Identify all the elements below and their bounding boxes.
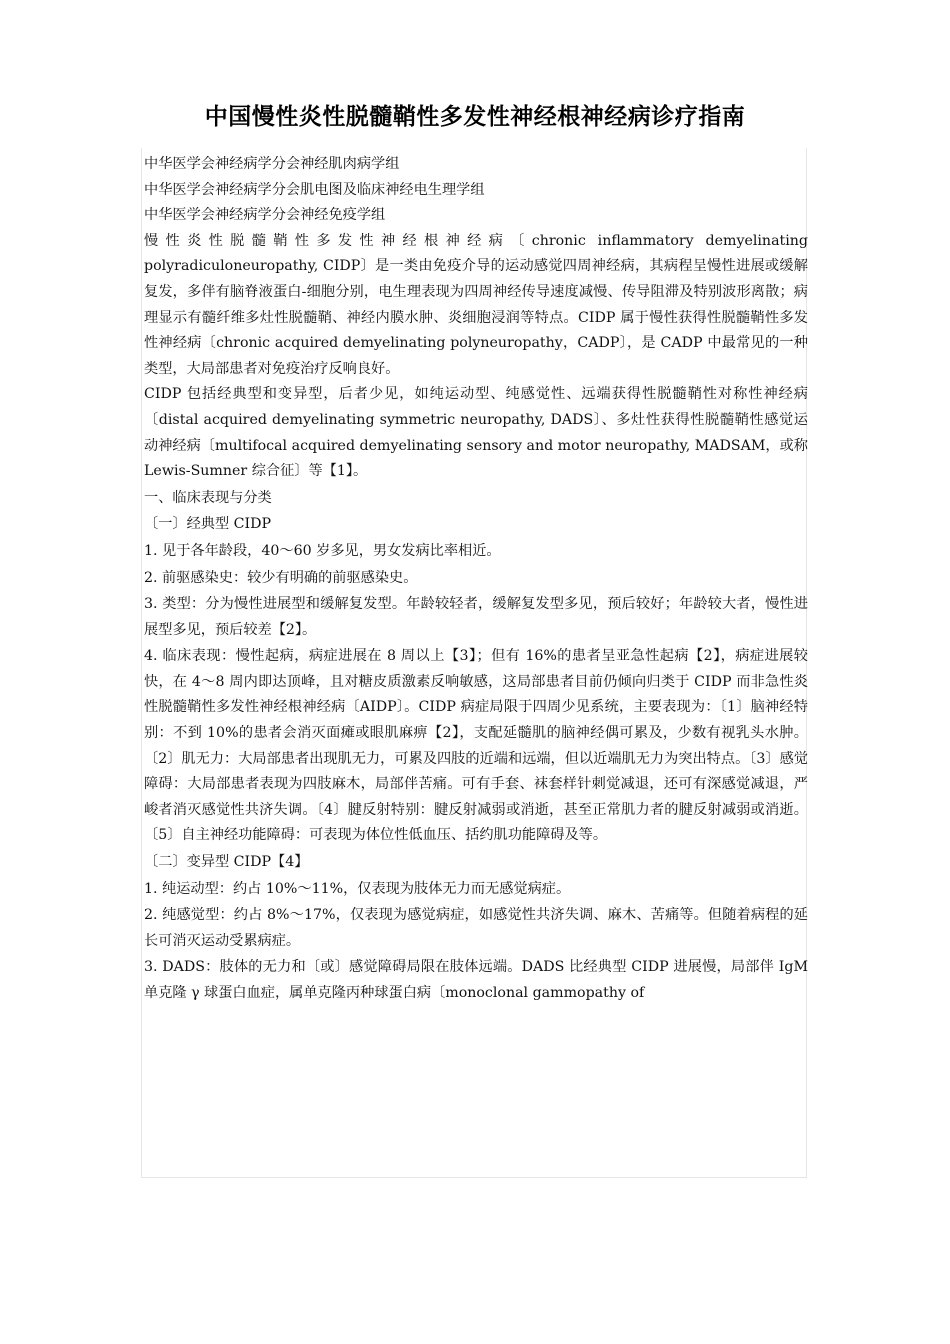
section-heading: 一、临床表现与分类 bbox=[144, 489, 272, 506]
list-item: 2. 纯感觉型：约占 8%～17%，仅表现为感觉病症，如感觉性共济失调、麻木、苦痛等。但随着病程的延长可消灭运动受累病症。 bbox=[144, 907, 808, 949]
list-item: 1. 纯运动型：约占 10%～11%，仅表现为肢体无力而无感觉病症。 bbox=[144, 880, 571, 897]
document-body bbox=[144, 152, 808, 1007]
list-item: 3. 类型：分为慢性进展型和缓解复发型。年龄较轻者，缓解复发型多见，预后较好；年龄较大者，慢性进展型多见，预后较差【2】。 bbox=[144, 596, 808, 638]
author-line: 中华医学会神经病学分会神经肌肉病学组 bbox=[144, 156, 400, 172]
author-line: 中华医学会神经病学分会神经免疫学组 bbox=[144, 207, 386, 224]
list-item: 3. DADS：肢体的无力和〔或〕感觉障碍局限在肢体远端。DADS 比经典型 CIDP 进展慢，局部伴 IgM 单克隆 γ 球蛋白血症，属单克隆丙种球蛋白病〔monoclonal gammopathy of bbox=[144, 959, 808, 1001]
intro-paragraph: 慢性炎性脱髓鞘性多发性神经根神经病〔chronic inflammatory demyelinating polyradiculoneuropathy, CIDP〕是一类由免疫介导的运动感觉四周神经病，其病程呈慢性进展或缓解复发，多伴有脑脊液蛋白-细胞分别，电生理表现为四周神经传导速度减慢、传导阻滞及特别波形离散；病理显示有髓纤维多灶性脱髓鞘、神经内膜水肿、炎细胞浸润等特点。CIDP 属于慢性获得性脱髓鞘性多发性神经病〔chronic acquired demyelinating polyneuropathy，CADP〕，是 CADP 中最常见的一种类型，大局部患者对免疫治疗反响良好。 bbox=[144, 232, 808, 377]
list-item: 1. 见于各年龄段，40～60 岁多见，男女发病比率相近。 bbox=[144, 542, 501, 559]
author-line: 中华医学会神经病学分会肌电图及临床神经电生理学组 bbox=[144, 181, 485, 198]
subsection-heading: 〔一〕经典型 CIDP bbox=[144, 516, 272, 533]
variants-paragraph: CIDP 包括经典型和变异型，后者少见，如纯运动型、纯感觉性、远端获得性脱髓鞘性对称性神经病〔distal acquired demyelinating symmetric neuropathy, DADS〕、多灶性获得性脱髓鞘性感觉运动神经病〔multifocal acquired demyelinating sensory and motor neuropathy, MADSAM，或称 Lewis-Sumner 综合征〕等【1】。 bbox=[144, 386, 808, 480]
list-item: 4. 临床表现：慢性起病，病症进展在 8 周以上【3】；但有 16%的患者呈亚急性起病【2】，病症进展较快，在 4～8 周内即达顶峰，且对糖皮质激素反响敏感，这局部患者目前仍倾向归类于 CIDP 而非急性炎性脱髓鞘性多发性神经根神经病〔AIDP〕。CIDP 病症局限于四周少见系统，主要表现为：〔1〕脑神经特别：不到 10%的患者会消灭面瘫或眼肌麻痹【2】，支配延髓肌的脑神经偶可累及，少数有视乳头水肿。〔2〕肌无力：大局部患者出现肌无力，可累及四肢的近端和远端，但以近端肌无力为突出特点。〔3〕感觉障碍：大局部患者表现为四肢麻木，局部伴苦痛。可有手套、袜套样针刺觉减退，还可有深感觉减退，严峻者消灭感觉性共济失调。〔4〕腱反射特别：腱反射减弱或消逝，甚至正常肌力者的腱反射减弱或消逝。〔5〕自主神经功能障碍：可表现为体位性低血压、括约肌功能障碍及等。 bbox=[144, 648, 808, 844]
document-title: 中国慢性炎性脱髓鞘性多发性神经根神经病诊疗指南 bbox=[204, 104, 746, 130]
subsection-heading: 〔二〕变异型 CIDP【4】 bbox=[144, 854, 309, 871]
list-item: 2. 前驱感染史：较少有明确的前驱感染史。 bbox=[144, 569, 418, 586]
